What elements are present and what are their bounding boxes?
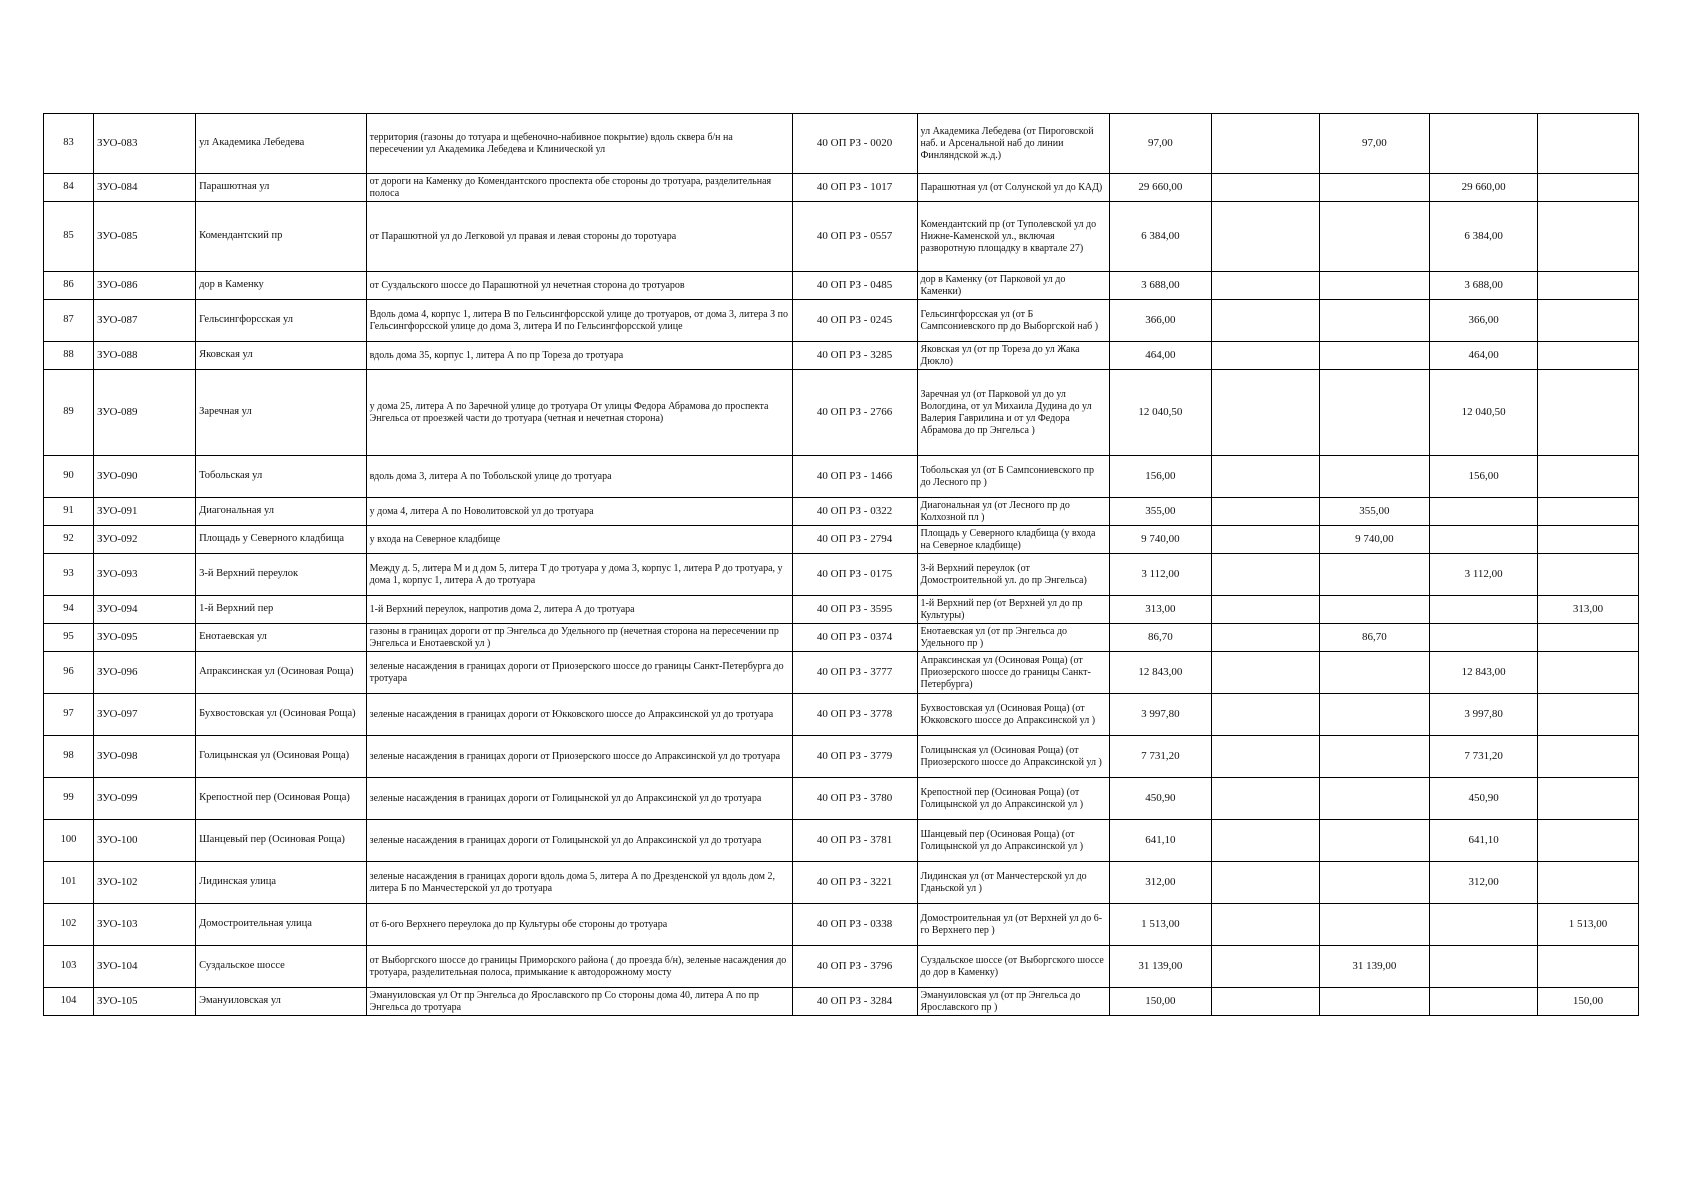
road-name: Лидинская ул (от Манчестерской ул до Гданьской ул ) xyxy=(917,862,1109,904)
area-col-1 xyxy=(1211,862,1319,904)
row-number: 88 xyxy=(44,342,94,370)
row-number: 87 xyxy=(44,300,94,342)
area-col-3: 450,90 xyxy=(1430,778,1538,820)
road-name: Эмануиловская ул (от пр Энгельса до Ярославского пр ) xyxy=(917,988,1109,1016)
area-col-2 xyxy=(1319,862,1430,904)
area-total: 86,70 xyxy=(1109,624,1211,652)
area-col-1 xyxy=(1211,526,1319,554)
area-col-1 xyxy=(1211,456,1319,498)
row-number: 89 xyxy=(44,370,94,456)
object-description: Между д. 5, литера М и д дом 5, литера Т до тротуара у дома 3, корпус 1, литера Р до тротуара, у дома 1, корпус 1, литера А до тротуара xyxy=(366,554,792,596)
area-col-3: 464,00 xyxy=(1430,342,1538,370)
object-code: ЗУО-105 xyxy=(93,988,195,1016)
road-id: 40 ОП РЗ - 0374 xyxy=(792,624,917,652)
area-col-1 xyxy=(1211,736,1319,778)
table-row xyxy=(44,694,1639,736)
road-name: Тобольская ул (от Б Сампсониевского пр до Лесного пр ) xyxy=(917,456,1109,498)
area-col-4 xyxy=(1537,652,1638,694)
row-number: 102 xyxy=(44,904,94,946)
register-table xyxy=(43,113,1639,1016)
object-name: дор в Каменку xyxy=(196,272,367,300)
area-col-1 xyxy=(1211,820,1319,862)
table-row xyxy=(44,820,1639,862)
area-total: 641,10 xyxy=(1109,820,1211,862)
object-code: ЗУО-093 xyxy=(93,554,195,596)
object-name: Енотаевская ул xyxy=(196,624,367,652)
road-id: 40 ОП РЗ - 3779 xyxy=(792,736,917,778)
road-name: Шанцевый пер (Осиновая Роща) (от Голицынской ул до Апраксинской ул ) xyxy=(917,820,1109,862)
road-id: 40 ОП РЗ - 3777 xyxy=(792,652,917,694)
area-col-4: 313,00 xyxy=(1537,596,1638,624)
area-col-1 xyxy=(1211,624,1319,652)
area-col-3: 29 660,00 xyxy=(1430,174,1538,202)
area-col-1 xyxy=(1211,694,1319,736)
area-col-4 xyxy=(1537,778,1638,820)
area-col-4 xyxy=(1537,554,1638,596)
table-row xyxy=(44,596,1639,624)
area-total: 1 513,00 xyxy=(1109,904,1211,946)
object-name: Эмануиловская ул xyxy=(196,988,367,1016)
object-name: Гельсингфорсская ул xyxy=(196,300,367,342)
area-col-4 xyxy=(1537,272,1638,300)
table-row xyxy=(44,114,1639,174)
road-name: ул Академика Лебедева (от Пироговской наб. и Арсенальной наб до линии Финляндской ж.д.) xyxy=(917,114,1109,174)
area-col-2: 355,00 xyxy=(1319,498,1430,526)
area-col-3: 156,00 xyxy=(1430,456,1538,498)
table-row xyxy=(44,342,1639,370)
row-number: 101 xyxy=(44,862,94,904)
area-col-3 xyxy=(1430,904,1538,946)
area-col-1 xyxy=(1211,596,1319,624)
area-col-1 xyxy=(1211,174,1319,202)
object-description: от дороги на Каменку до Комендантского проспекта обе стороны до тротуара, разделительная полоса xyxy=(366,174,792,202)
road-id: 40 ОП РЗ - 1017 xyxy=(792,174,917,202)
object-code: ЗУО-087 xyxy=(93,300,195,342)
road-id: 40 ОП РЗ - 0020 xyxy=(792,114,917,174)
area-total: 9 740,00 xyxy=(1109,526,1211,554)
road-id: 40 ОП РЗ - 3796 xyxy=(792,946,917,988)
object-description: от Парашютной ул до Легковой ул правая и левая стороны до торотуара xyxy=(366,202,792,272)
road-id: 40 ОП РЗ - 3778 xyxy=(792,694,917,736)
area-col-1 xyxy=(1211,342,1319,370)
road-id: 40 ОП РЗ - 3781 xyxy=(792,820,917,862)
area-col-3: 641,10 xyxy=(1430,820,1538,862)
area-col-2 xyxy=(1319,174,1430,202)
object-code: ЗУО-088 xyxy=(93,342,195,370)
object-name: Голицынская ул (Осиновая Роща) xyxy=(196,736,367,778)
object-name: Суздальское шоссе xyxy=(196,946,367,988)
row-number: 84 xyxy=(44,174,94,202)
object-name: Крепостной пер (Осиновая Роща) xyxy=(196,778,367,820)
object-code: ЗУО-091 xyxy=(93,498,195,526)
area-col-3: 12 843,00 xyxy=(1430,652,1538,694)
area-total: 150,00 xyxy=(1109,988,1211,1016)
object-name: ул Академика Лебедева xyxy=(196,114,367,174)
object-name: 3-й Верхний переулок xyxy=(196,554,367,596)
object-code: ЗУО-104 xyxy=(93,946,195,988)
object-code: ЗУО-098 xyxy=(93,736,195,778)
object-name: Диагональная ул xyxy=(196,498,367,526)
object-description: от Выборгского шоссе до границы Приморского района ( до проезда б/н), зеленые насаждения до тротуара, разделительная полоса, примыкание к автодорожному мосту xyxy=(366,946,792,988)
area-col-4 xyxy=(1537,694,1638,736)
area-col-3 xyxy=(1430,596,1538,624)
area-col-2: 31 139,00 xyxy=(1319,946,1430,988)
object-description: зеленые насаждения в границах дороги вдоль дома 5, литера А по Дрезденской ул вдоль дом 2, литера Б по Манчестерской ул до тротуара xyxy=(366,862,792,904)
road-id: 40 ОП РЗ - 1466 xyxy=(792,456,917,498)
road-name: Диагональная ул (от Лесного пр до Колхозной пл ) xyxy=(917,498,1109,526)
table-row xyxy=(44,554,1639,596)
area-col-2: 86,70 xyxy=(1319,624,1430,652)
row-number: 96 xyxy=(44,652,94,694)
object-description: от Суздальского шоссе до Парашютной ул нечетная сторона до тротуаров xyxy=(366,272,792,300)
row-number: 86 xyxy=(44,272,94,300)
object-code: ЗУО-090 xyxy=(93,456,195,498)
area-total: 29 660,00 xyxy=(1109,174,1211,202)
area-col-2 xyxy=(1319,736,1430,778)
object-code: ЗУО-102 xyxy=(93,862,195,904)
area-col-4 xyxy=(1537,114,1638,174)
area-col-3: 3 997,80 xyxy=(1430,694,1538,736)
object-description: вдоль дома 35, корпус 1, литера А по пр Тореза до тротуара xyxy=(366,342,792,370)
area-col-4 xyxy=(1537,946,1638,988)
object-name: Яковская ул xyxy=(196,342,367,370)
road-id: 40 ОП РЗ - 2794 xyxy=(792,526,917,554)
object-code: ЗУО-097 xyxy=(93,694,195,736)
object-description: от 6-ого Верхнего переулока до пр Культуры обе стороны до тротуара xyxy=(366,904,792,946)
area-total: 312,00 xyxy=(1109,862,1211,904)
table-row xyxy=(44,778,1639,820)
object-description: вдоль дома 3, литера А по Тобольской улице до тротуара xyxy=(366,456,792,498)
object-code: ЗУО-095 xyxy=(93,624,195,652)
area-col-3 xyxy=(1430,946,1538,988)
area-col-4 xyxy=(1537,820,1638,862)
table-body xyxy=(44,114,1639,1016)
object-name: 1-й Верхний пер xyxy=(196,596,367,624)
area-total: 156,00 xyxy=(1109,456,1211,498)
object-code: ЗУО-100 xyxy=(93,820,195,862)
area-col-1 xyxy=(1211,778,1319,820)
area-col-2: 9 740,00 xyxy=(1319,526,1430,554)
road-id: 40 ОП РЗ - 3285 xyxy=(792,342,917,370)
table-row xyxy=(44,526,1639,554)
area-col-3: 3 112,00 xyxy=(1430,554,1538,596)
row-number: 93 xyxy=(44,554,94,596)
object-code: ЗУО-094 xyxy=(93,596,195,624)
area-col-2 xyxy=(1319,456,1430,498)
area-col-3: 7 731,20 xyxy=(1430,736,1538,778)
road-name: 3-й Верхний переулок (от Домостроительной ул. до пр Энгельса) xyxy=(917,554,1109,596)
road-name: Суздальское шоссе (от Выборгского шоссе до дор в Каменку) xyxy=(917,946,1109,988)
row-number: 90 xyxy=(44,456,94,498)
object-code: ЗУО-089 xyxy=(93,370,195,456)
area-col-1 xyxy=(1211,988,1319,1016)
row-number: 91 xyxy=(44,498,94,526)
area-total: 3 112,00 xyxy=(1109,554,1211,596)
object-name: Комендантский пр xyxy=(196,202,367,272)
object-description: Эмануиловская ул От пр Энгельса до Ярославского пр Со стороны дома 40, литера А по пр Энгельса до тротуара xyxy=(366,988,792,1016)
object-name: Домостроительная улица xyxy=(196,904,367,946)
row-number: 103 xyxy=(44,946,94,988)
area-col-2 xyxy=(1319,694,1430,736)
table-row xyxy=(44,862,1639,904)
row-number: 94 xyxy=(44,596,94,624)
object-description: у дома 4, литера А по Новолитовской ул до тротуара xyxy=(366,498,792,526)
object-name: Бухвостовская ул (Осиновая Роща) xyxy=(196,694,367,736)
road-name: Домостроительная ул (от Верхней ул до 6-го Верхнего пер ) xyxy=(917,904,1109,946)
object-description: 1-й Верхний переулок, напротив дома 2, литера А до тротуара xyxy=(366,596,792,624)
object-description: зеленые насаждения в границах дороги от Голицынской ул до Апраксинской ул до тротуара xyxy=(366,778,792,820)
area-col-2 xyxy=(1319,342,1430,370)
object-description: у дома 25, литера А по Заречной улице до тротуара От улицы Федора Абрамова до проспекта Энгельса от проезжей части до тротуара (четная и нечетная сторона) xyxy=(366,370,792,456)
area-total: 3 997,80 xyxy=(1109,694,1211,736)
row-number: 100 xyxy=(44,820,94,862)
area-col-1 xyxy=(1211,300,1319,342)
road-id: 40 ОП РЗ - 0485 xyxy=(792,272,917,300)
object-description: зеленые насаждения в границах дороги от Приозерского шоссе до границы Санкт-Петербурга до тротуара xyxy=(366,652,792,694)
road-name: Яковская ул (от пр Тореза до ул Жака Дюкло) xyxy=(917,342,1109,370)
object-description: зеленые насаждения в границах дороги от Юкковского шоссе до Апраксинской ул до тротуара xyxy=(366,694,792,736)
area-col-4 xyxy=(1537,300,1638,342)
area-col-2: 97,00 xyxy=(1319,114,1430,174)
road-name: Гельсингфорсская ул (от Б Сампсониевского пр до Выборгской наб ) xyxy=(917,300,1109,342)
table-row xyxy=(44,624,1639,652)
area-col-4: 150,00 xyxy=(1537,988,1638,1016)
row-number: 99 xyxy=(44,778,94,820)
road-id: 40 ОП РЗ - 0245 xyxy=(792,300,917,342)
area-total: 12 843,00 xyxy=(1109,652,1211,694)
area-total: 7 731,20 xyxy=(1109,736,1211,778)
table-row xyxy=(44,272,1639,300)
area-col-3: 3 688,00 xyxy=(1430,272,1538,300)
area-col-1 xyxy=(1211,114,1319,174)
area-total: 355,00 xyxy=(1109,498,1211,526)
object-code: ЗУО-092 xyxy=(93,526,195,554)
area-col-4 xyxy=(1537,736,1638,778)
object-code: ЗУО-096 xyxy=(93,652,195,694)
area-col-3 xyxy=(1430,498,1538,526)
area-col-1 xyxy=(1211,554,1319,596)
table-row xyxy=(44,736,1639,778)
object-description: территория (газоны до тотуара и щебеночно-набивное покрытие) вдоль сквера б/н на пересечении ул Академика Лебедева и Клинической ул xyxy=(366,114,792,174)
area-col-2 xyxy=(1319,596,1430,624)
object-name: Заречная ул xyxy=(196,370,367,456)
object-name: Лидинская улица xyxy=(196,862,367,904)
area-col-1 xyxy=(1211,652,1319,694)
table-row xyxy=(44,988,1639,1016)
area-total: 313,00 xyxy=(1109,596,1211,624)
object-description: у входа на Северное кладбище xyxy=(366,526,792,554)
object-name: Тобольская ул xyxy=(196,456,367,498)
area-col-4 xyxy=(1537,498,1638,526)
table-row xyxy=(44,652,1639,694)
road-id: 40 ОП РЗ - 3595 xyxy=(792,596,917,624)
area-col-1 xyxy=(1211,498,1319,526)
area-col-3: 366,00 xyxy=(1430,300,1538,342)
area-col-3 xyxy=(1430,624,1538,652)
object-code: ЗУО-086 xyxy=(93,272,195,300)
row-number: 97 xyxy=(44,694,94,736)
table-row xyxy=(44,456,1639,498)
road-id: 40 ОП РЗ - 0175 xyxy=(792,554,917,596)
area-col-4 xyxy=(1537,370,1638,456)
row-number: 104 xyxy=(44,988,94,1016)
road-name: Апраксинская ул (Осиновая Роща) (от Приозерского шоссе до границы Санкт-Петербурга) xyxy=(917,652,1109,694)
area-col-1 xyxy=(1211,202,1319,272)
road-id: 40 ОП РЗ - 0557 xyxy=(792,202,917,272)
row-number: 98 xyxy=(44,736,94,778)
object-code: ЗУО-103 xyxy=(93,904,195,946)
road-name: Площадь у Северного кладбища (у входа на Северное кладбище) xyxy=(917,526,1109,554)
road-name: Парашютная ул (от Солунской ул до КАД) xyxy=(917,174,1109,202)
area-col-4: 1 513,00 xyxy=(1537,904,1638,946)
area-total: 12 040,50 xyxy=(1109,370,1211,456)
area-col-2 xyxy=(1319,370,1430,456)
road-name: Бухвостовская ул (Осиновая Роща) (от Юкковского шоссе до Апраксинской ул ) xyxy=(917,694,1109,736)
table-row xyxy=(44,300,1639,342)
road-name: Голицынская ул (Осиновая Роща) (от Приозерского шоссе до Апраксинской ул ) xyxy=(917,736,1109,778)
road-name: Крепостной пер (Осиновая Роща) (от Голицынской ул до Апраксинской ул ) xyxy=(917,778,1109,820)
object-name: Парашютная ул xyxy=(196,174,367,202)
road-name: дор в Каменку (от Парковой ул до Каменки) xyxy=(917,272,1109,300)
table-row xyxy=(44,202,1639,272)
area-total: 366,00 xyxy=(1109,300,1211,342)
road-id: 40 ОП РЗ - 2766 xyxy=(792,370,917,456)
area-col-3 xyxy=(1430,526,1538,554)
road-id: 40 ОП РЗ - 0322 xyxy=(792,498,917,526)
area-col-1 xyxy=(1211,904,1319,946)
object-description: Вдоль дома 4, корпус 1, литера В по Гельсингфорсской улице до тротуаров, от дома 3, литера З по Гельсингфорсской улице до дома 3, литера И по Гельсингфорсской улице xyxy=(366,300,792,342)
area-total: 464,00 xyxy=(1109,342,1211,370)
row-number: 85 xyxy=(44,202,94,272)
road-name: Енотаевская ул (от пр Энгельса до Удельного пр ) xyxy=(917,624,1109,652)
object-description: зеленые насаждения в границах дороги от Приозерского шоссе до Апраксинской ул до тротуара xyxy=(366,736,792,778)
object-code: ЗУО-099 xyxy=(93,778,195,820)
object-code: ЗУО-085 xyxy=(93,202,195,272)
area-col-2 xyxy=(1319,778,1430,820)
object-code: ЗУО-084 xyxy=(93,174,195,202)
area-col-2 xyxy=(1319,652,1430,694)
area-total: 6 384,00 xyxy=(1109,202,1211,272)
row-number: 83 xyxy=(44,114,94,174)
area-col-4 xyxy=(1537,862,1638,904)
area-col-4 xyxy=(1537,526,1638,554)
table-row xyxy=(44,174,1639,202)
table-row xyxy=(44,946,1639,988)
table-row xyxy=(44,370,1639,456)
area-col-3 xyxy=(1430,988,1538,1016)
object-description: зеленые насаждения в границах дороги от Голицынской ул до Апраксинской ул до тротуара xyxy=(366,820,792,862)
area-col-2 xyxy=(1319,820,1430,862)
area-col-3: 6 384,00 xyxy=(1430,202,1538,272)
area-col-1 xyxy=(1211,272,1319,300)
road-id: 40 ОП РЗ - 0338 xyxy=(792,904,917,946)
area-col-1 xyxy=(1211,370,1319,456)
object-code: ЗУО-083 xyxy=(93,114,195,174)
table-row xyxy=(44,498,1639,526)
road-id: 40 ОП РЗ - 3780 xyxy=(792,778,917,820)
area-col-2 xyxy=(1319,554,1430,596)
road-id: 40 ОП РЗ - 3221 xyxy=(792,862,917,904)
area-col-1 xyxy=(1211,946,1319,988)
area-col-4 xyxy=(1537,624,1638,652)
area-col-2 xyxy=(1319,300,1430,342)
area-col-4 xyxy=(1537,174,1638,202)
area-col-3 xyxy=(1430,114,1538,174)
area-col-3: 312,00 xyxy=(1430,862,1538,904)
area-col-2 xyxy=(1319,988,1430,1016)
area-col-3: 12 040,50 xyxy=(1430,370,1538,456)
road-name: 1-й Верхний пер (от Верхней ул до пр Культуры) xyxy=(917,596,1109,624)
area-col-2 xyxy=(1319,202,1430,272)
row-number: 95 xyxy=(44,624,94,652)
road-name: Заречная ул (от Парковой ул до ул Вологдина, от ул Михаила Дудина до ул Валерия Гаврилина и от ул Федора Абрамова до пр Энгельса ) xyxy=(917,370,1109,456)
area-total: 3 688,00 xyxy=(1109,272,1211,300)
area-col-2 xyxy=(1319,904,1430,946)
table-row xyxy=(44,904,1639,946)
row-number: 92 xyxy=(44,526,94,554)
area-total: 450,90 xyxy=(1109,778,1211,820)
area-col-2 xyxy=(1319,272,1430,300)
road-name: Комендантский пр (от Туполевской ул до Нижне-Каменской ул., включая разворотную площадку в квартале 27) xyxy=(917,202,1109,272)
area-total: 97,00 xyxy=(1109,114,1211,174)
area-col-4 xyxy=(1537,342,1638,370)
area-col-4 xyxy=(1537,456,1638,498)
object-name: Площадь у Северного кладбища xyxy=(196,526,367,554)
area-col-4 xyxy=(1537,202,1638,272)
object-name: Апраксинская ул (Осиновая Роща) xyxy=(196,652,367,694)
road-id: 40 ОП РЗ - 3284 xyxy=(792,988,917,1016)
object-description: газоны в границах дороги от пр Энгельса до Удельного пр (нечетная сторона на пересечении пр Энгельса и Енотаевской ул ) xyxy=(366,624,792,652)
object-name: Шанцевый пер (Осиновая Роща) xyxy=(196,820,367,862)
area-total: 31 139,00 xyxy=(1109,946,1211,988)
